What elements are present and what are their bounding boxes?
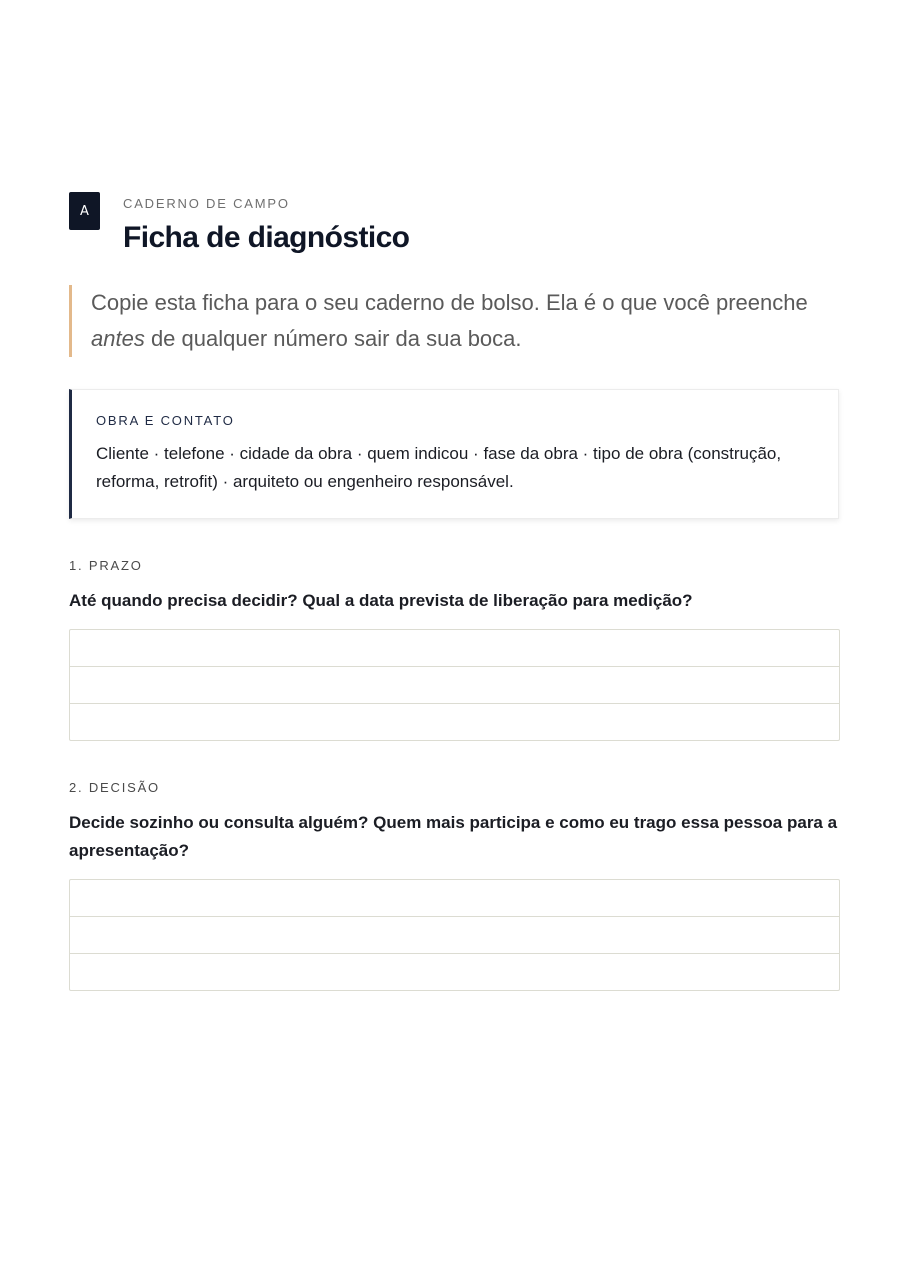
kicker: CADERNO DE CAMPO (123, 196, 290, 211)
section-prazo (69, 558, 840, 741)
section-decisao (69, 780, 840, 991)
section-badge: A (69, 192, 100, 230)
section-question: Decide sozinho ou consulta alguém? Quem mais participa e como eu trago essa pessoa para a apresentação? (69, 813, 838, 860)
answer-line[interactable] (70, 667, 839, 704)
section-label: 1. PRAZO (69, 558, 143, 573)
answer-line[interactable] (70, 880, 839, 917)
answer-lines (69, 629, 840, 741)
answer-line[interactable] (70, 954, 839, 990)
card-text: Cliente · telefone · cidade da obra · quem indicou · fase da obra · tipo de obra (construção, reforma, retrofit) · arquiteto ou engenheiro responsável. (96, 444, 782, 491)
card-label: OBRA E CONTATO (96, 413, 235, 428)
answer-line[interactable] (70, 917, 839, 954)
intro-quote (69, 285, 839, 357)
intro-text-after: de qualquer número sair da sua boca. (144, 326, 522, 351)
contact-card (69, 389, 839, 519)
intro-emphasis: antes (91, 326, 145, 351)
answer-line[interactable] (70, 704, 839, 740)
answer-lines (69, 879, 840, 991)
section-label: 2. DECISÃO (69, 780, 160, 795)
section-question: Até quando precisa decidir? Qual a data prevista de liberação para medição? (69, 591, 693, 610)
intro-text-before: Copie esta ficha para o seu caderno de bolso. Ela é o que você preenche (91, 290, 808, 315)
answer-line[interactable] (70, 630, 839, 667)
page-title: Ficha de diagnóstico (123, 221, 410, 254)
